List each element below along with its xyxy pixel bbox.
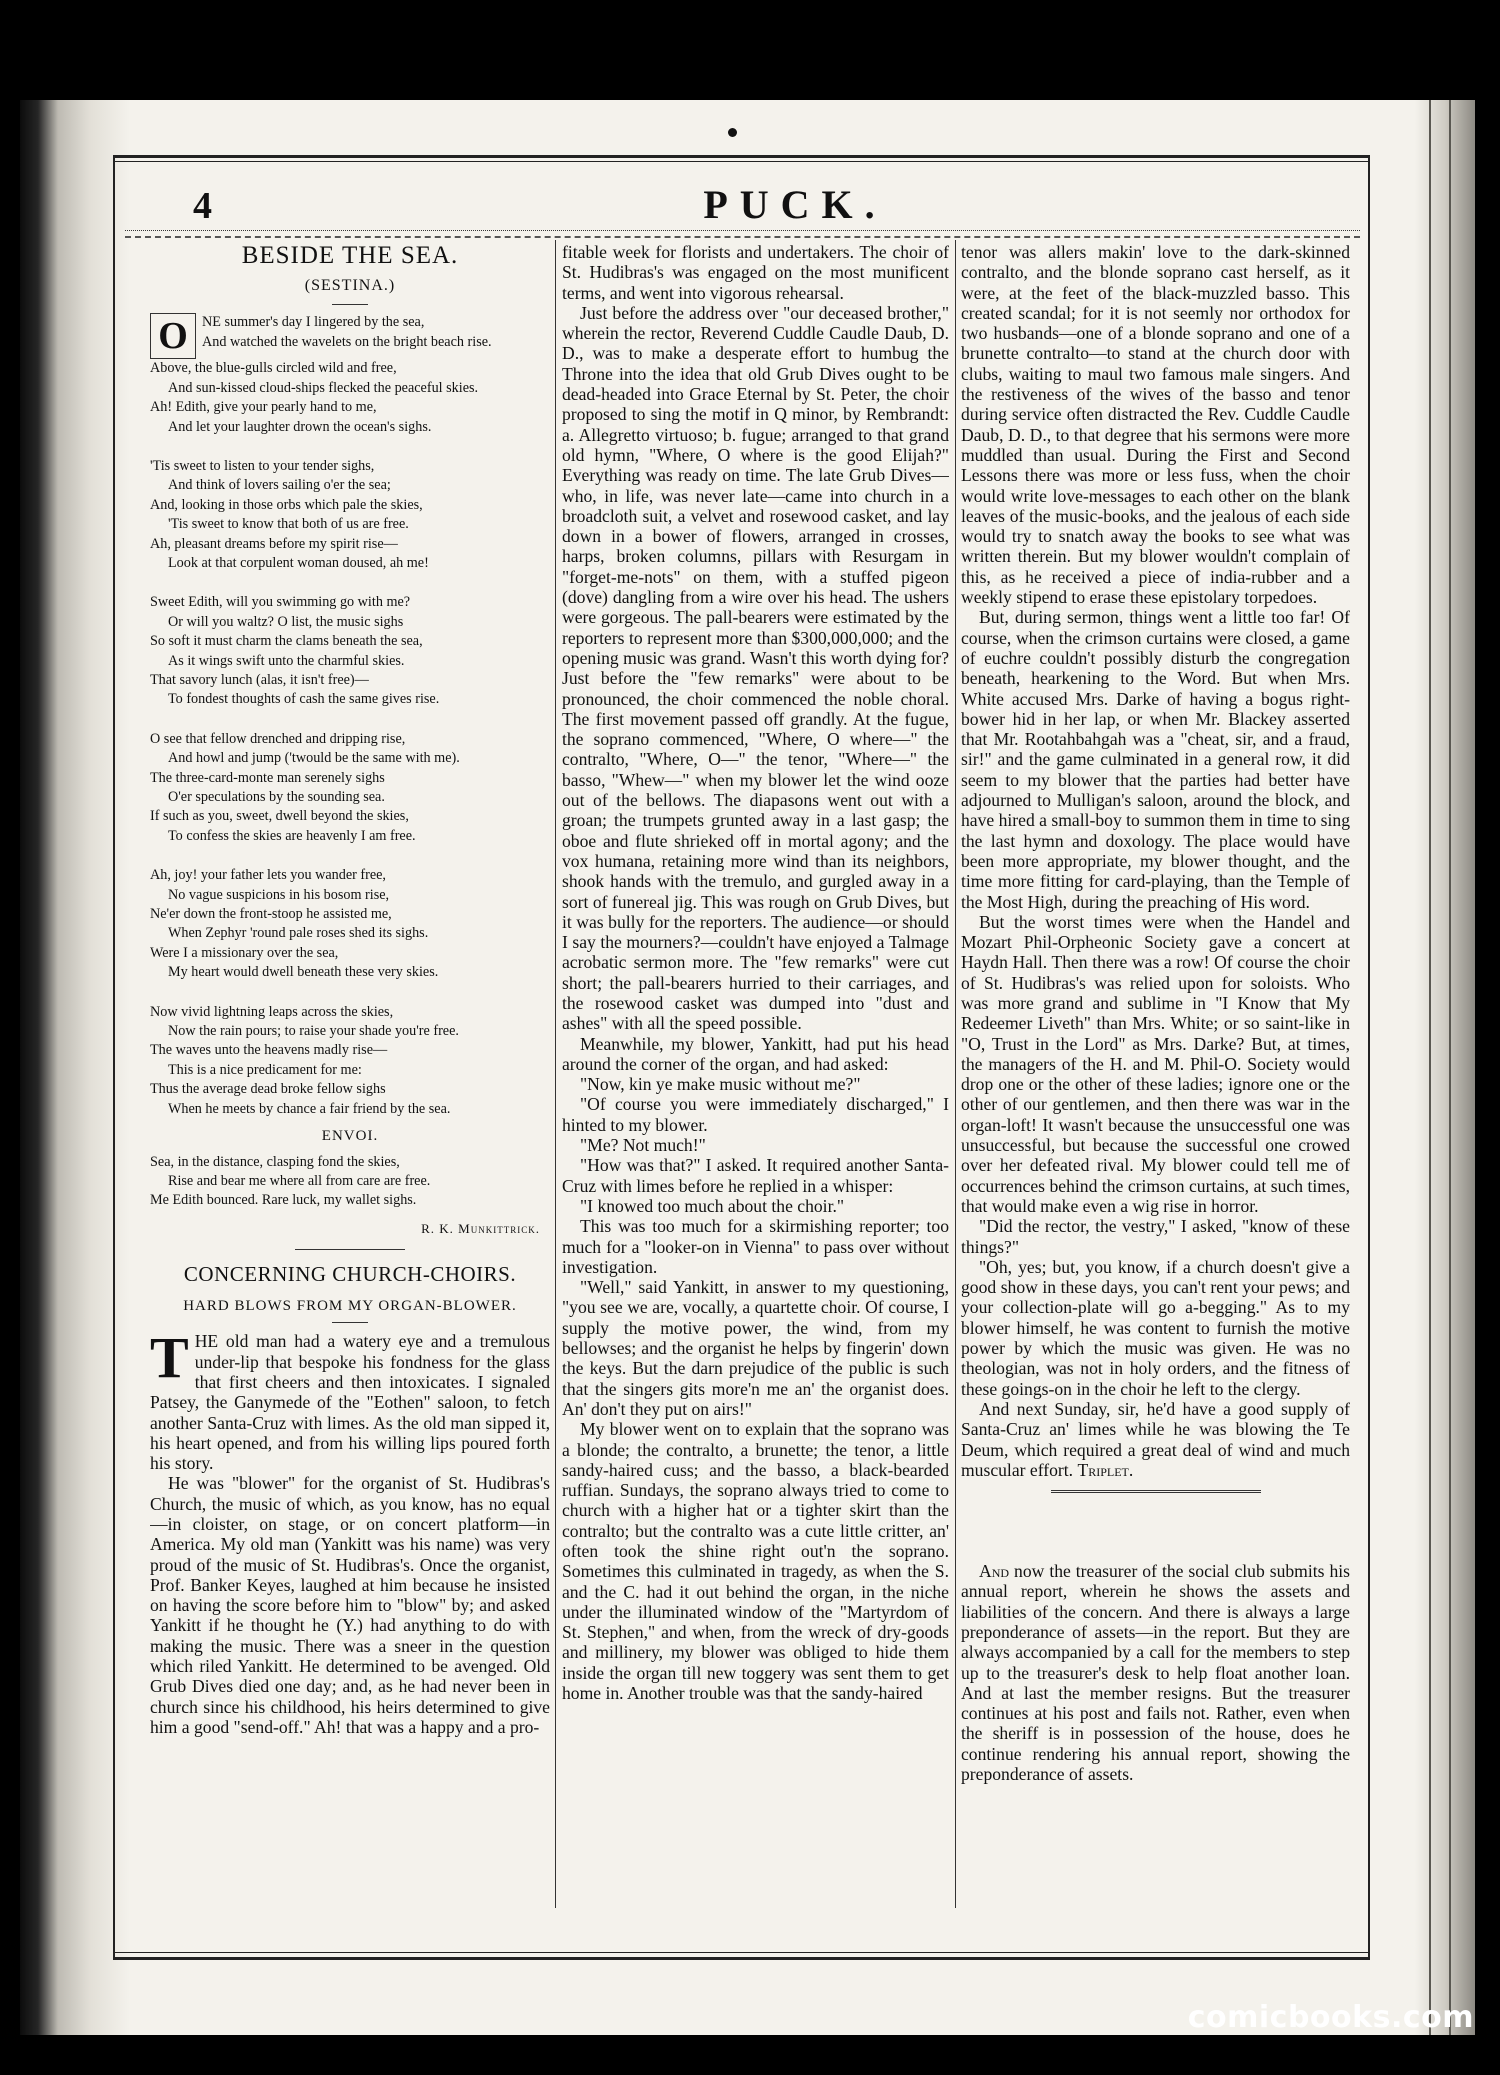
poem-line: Or will you waltz? O list, the music sighs	[168, 613, 404, 630]
page-number: 4	[193, 185, 212, 227]
article-paragraph: Just before the address over "our deceased brother," wherein the rector, Reverend Cuddle Caudle Daub, D. D., was to make a desperate effort to humbug the Throne into the idea that old Grub Dives ought to be dead-headed into Grace Eternal by St. Peter, the choir proposed to sing the motif in Q minor, by Rembrandt: a. Allegretto virtuoso; b. fugue; arranged to that grand old hymn, "Where, O where is the good Elijah?" Everything was ready on time. The late Grub Dives—who, in life, was never late—came into church in a broadcloth suit, a velvet and rosewood casket, and lay down in a bower of flowers, arranged in crosses, harps, broken columns, pillars with Resurgam in "forget-me-nots" on them, with a stuffed pigeon (dove) dangling from a wire over his head. The ushers were gorgeous. The pall-bearers were estimated by the reporters to represent more than $300,000,000; and the opening music was grand. Wasn't this worth dying for? Just before the "few remarks" were about to be pronounced, the choir commenced the noble choral. The first movement passed off grandly. At the fugue, the soprano commenced, "Where, O where—" the contralto, "Where, O—" the tenor, "Where—" the basso, "Whew—" when my blower let the wind ooze out of the bellows. The diapasons went out with a groan; the trumpets grunted away in a last gasp; the oboe and flute shrieked off in mortal agony; and the vox humana, retaining more wind than its neighbors, shook hands with the tremulo, and gurgled away in a sort of funereal jig. This was rough on Grub Dives, but it was bully for the reporters. The audience—or should I say the mourners?—couldn't have enjoyed a Talmage acrobatic sermon more. The "few remarks" were cut short; the pall-bearers hurried to their carriages, and the rosewood casket was dumped into "dust and ashes" with all the speed possible.	[562, 302, 949, 1034]
column-2	[562, 242, 949, 1703]
poem-line: No vague suspicions in his bosom rise,	[168, 886, 390, 903]
stanza	[150, 866, 550, 982]
stanza	[150, 593, 550, 709]
article-paragraph: tenor was allers makin' love to the dark-skinned contralto, and the blonde soprano cast herself, as it were, at the feet of the black-muzzled basso. This created scandal; for it is not seemly nor orthodox for two husbands—one of a blonde soprano and one of a brunette contralto—to stand at the church door with clubs, waiting to maul two famous male singers. And the restiveness of the wives of the basso and tenor during service often distracted the Rev. Cuddle Caudle Daub, D. D., to that degree that his sermons were more muddled than usual. During the First and Second Lessons there was more or less fuss, when the choir would write love-messages to each other on the blank leaves of the music-books, and the jealous of each side would try to snatch away the books to see what was written therein. But my blower wouldn't complain of this, as he received a piece of india-rubber and a weekly stipend to erase these epistolary torpedoes.	[961, 242, 1350, 608]
poem-line: Thus the average dead broke fellow sighs	[150, 1081, 386, 1098]
envoi-title: ENVOI.	[321, 1128, 379, 1145]
article-paragraph: "Of course you were immediately discharged," I hinted to my blower.	[562, 1094, 949, 1135]
column-3	[961, 242, 1350, 1784]
item-lead: And	[979, 1561, 1010, 1582]
poem-line: And sun-kissed cloud-ships flecked the peaceful skies.	[168, 379, 479, 396]
article-paragraph: "Well," said Yankitt, in answer to my questioning, "you see we are, vocally, a quartette choir. Of course, I supply the motive power, the wind, from my bellowses; and the organist he helps by fingerin' down the keys. But the darn prejudice of the public is such that the singers gits more'n me an' the organist does. An' don't they put on airs!"	[562, 1277, 949, 1419]
poem-line: Look at that corpulent woman doused, ah me!	[168, 554, 429, 571]
column-divider	[555, 240, 556, 1908]
article-text: HE old man had a watery eye and a tremulous under-lip that bespoke his fondness for the glass that first cheers and then intoxicates. I signaled Patsey, the Ganymede of the "Eothen" saloon, to fetch another Santa-Cruz with limes. As the old man sipped it, his heart opened, and from his willing lips poured forth his story.	[150, 1331, 550, 1474]
poem-line: Ah, pleasant dreams before my spirit rise—	[150, 535, 398, 552]
poem-line: Were I a missionary over the sea,	[150, 944, 339, 961]
masthead: PUCK.	[703, 182, 887, 227]
poem-line: This is a nice predicament for me:	[168, 1061, 362, 1078]
poem-body	[150, 313, 550, 1210]
article-paragraph: "Now, kin ye make music without me?"	[580, 1074, 861, 1095]
poem-line: Now the rain pours; to raise your shade you're free.	[168, 1023, 459, 1040]
poem-line: Ne'er down the front-stoop he assisted me,	[150, 906, 392, 923]
article-paragraph: This was too much for a skirmishing reporter; too much for a "looker-on in Vienna" to pass over without investigation.	[562, 1216, 949, 1277]
poem-line: And let your laughter drown the ocean's sighs.	[168, 418, 432, 435]
poem-line: Sweet Edith, will you swimming go with me?	[150, 594, 411, 611]
article-paragraph: "Oh, yes; but, you know, if a church doesn't give a good show in these days, you can't rent your pews; and your collection-plate will go a-begging." As to my blower himself, he was content to furnish the motive power by which the music was given. He was no theologian, was not in holy orders, and the fitness of these goings-on in the choir he left to the clergy.	[961, 1256, 1350, 1399]
item-text: now the treasurer of the social club submits his annual report, wherein he shows the assets and liabilities of the concern. And there is always a large preponderance of assets—in the report. But they are always accompanied by a call for the members to step up to the treasurer's desk to help float another loan. And at last the member resigns. But the treasurer continues at his post and fails not. Rather, even when the sheriff is in possession of the house, does he continue rendering his annual report, showing the preponderance of assets.	[961, 1561, 1350, 1785]
poem-line: 'Tis sweet to listen to your tender sighs,	[150, 457, 375, 474]
poem-line: That savory lunch (alas, it isn't free)—	[150, 671, 369, 688]
article-text: And next Sunday, sir, he'd have a good supply of Santa-Cruz an' limes while he was blowing the Te Deum, which required a great deal of wind and much muscular effort.	[961, 1398, 1350, 1480]
article-subtitle: HARD BLOWS FROM MY ORGAN-BLOWER.	[183, 1298, 517, 1315]
poem-line: If such as you, sweet, dwell beyond the skies,	[150, 808, 409, 825]
poem-line: And, looking in those orbs which pale the skies,	[150, 496, 423, 513]
poem-line: My heart would dwell beneath these very skies.	[168, 964, 439, 981]
article-paragraph: "Me? Not much!"	[580, 1135, 706, 1156]
poem-line: Above, the blue-gulls circled wild and free,	[150, 360, 397, 377]
article-dropcap: T	[150, 1325, 189, 1391]
stanza	[150, 457, 550, 573]
poem-dropcap: O	[150, 313, 196, 359]
article-paragraph: "How was that?" I asked. It required another Santa-Cruz with limes before he replied in a whisper:	[562, 1155, 949, 1196]
title-rule	[332, 1322, 368, 1323]
article-signature: Triplet.	[1077, 1459, 1134, 1480]
article-paragraph: But, during sermon, things went a little too far! Of course, when the crimson curtains were closed, a game of euchre couldn't possibly disturb the congregation beneath, hearkening to the Word. But when Mrs. White accused Mrs. Darke of having a bogus right-bower hid in her lap, or when Mr. Blackey asserted that Mr. Rootahbahgah was a "cheat, sir, and a fraud, sir!" and the game culminated in a general row, it did seem to my blower that the parties had better have adjourned to Mulligan's saloon, around the block, and have hired a small-boy to summon them in time to sing the last hymn and doxology. The place would have been more appropriate, my blower thought, and the time more fitting for card-playing, than the Temple of the Most High, during the preaching of His word.	[961, 607, 1350, 912]
poem-line: The waves unto the heavens madly rise—	[150, 1042, 388, 1059]
poem-line: Me Edith bounced. Rare luck, my wallet sighs.	[150, 1192, 417, 1209]
poem-line: NE summer's day I lingered by the sea,	[202, 314, 425, 331]
poem-line: When Zephyr 'round pale roses shed its sighs.	[168, 925, 429, 942]
header-rule-dashed	[125, 236, 1360, 238]
page-edge	[1415, 100, 1475, 2035]
header-dot	[728, 128, 737, 137]
column-1	[150, 242, 550, 1737]
poem-line: Sea, in the distance, clasping fond the skies,	[150, 1153, 400, 1170]
header-rule	[125, 230, 1360, 231]
poem-line: So soft it must charm the clams beneath the sea,	[150, 633, 423, 650]
poem-title: BESIDE THE SEA.	[241, 242, 459, 269]
watermark: comicbooks.com	[1187, 2000, 1474, 2035]
poem-line: Now vivid lightning leaps across the skies,	[150, 1003, 394, 1020]
stanza	[150, 1003, 550, 1119]
article-paragraph: fitable week for florists and undertakers. The choir of St. Hudibras's was engaged on the most munificent terms, and went into vigorous rehearsal.	[562, 242, 949, 303]
poem-line: And watched the wavelets on the bright beach rise.	[202, 333, 492, 350]
poem-line: And howl and jump ('twould be the same with me).	[168, 750, 460, 767]
article-paragraph: But the worst times were when the Handel and Mozart Phil-Orpheonic Society gave a concert at Haydn Hall. Then there was a row! Of course the choir of St. Hudibras's was relied upon for soloists. Who was more grand and sublime in "I Know that My Redeemer Liveth" than Mrs. White; or so saint-like in "O, Trust in the Lord" as Mrs. Darke? But, at times, the managers of the H. and M. Phil-O. Society would drop one or the other of these ladies; ignore one or the other of our gentlemen, and then there was war in the organ-loft! It wasn't because the unsuccessful one was unsuccessful, but because the successful one crowed over her defeated rival. My blower could tell me of occurrences behind the crimson curtains, at such times, that would make even a wig rise in horror.	[961, 911, 1350, 1216]
article-paragraph: He was "blower" for the organist of St. Hudibras's Church, the music of which, as you know, has no equal—in cloister, on stage, or on concert platform—in America. My old man (Yankitt was his name) was very proud of the music of St. Hudibras's. Once the organist, Prof. Banker Keyes, laughed at him because he insisted on having the score before him to "blow" by; and asked Yankitt if he thought he (Y.) had anything to do with making the music. There was a sneer in the question which riled Yankitt. He determined to be avenged. Old Grub Dives died one day; and, as he had never been in church since his childhood, his heirs determined to give him a good "send-off." Ah! that was a happy and a pro-	[150, 1473, 550, 1737]
stanza	[150, 313, 550, 437]
article-title: CONCERNING CHURCH-CHOIRS.	[183, 1262, 517, 1287]
poem-line: O see that fellow drenched and dripping rise,	[150, 730, 406, 747]
poem-line: Rise and bear me where all from care are free.	[168, 1172, 431, 1189]
poem-author: R. K. Munkittrick.	[421, 1220, 540, 1236]
column-divider	[955, 240, 956, 1908]
item-paragraph	[961, 1561, 1350, 1784]
stanza	[150, 730, 550, 846]
article-paragraph: "I knowed too much about the choir."	[580, 1195, 845, 1216]
title-rule	[332, 304, 368, 305]
poem-line: O'er speculations by the sounding sea.	[168, 789, 385, 806]
article-paragraph: Meanwhile, my blower, Yankitt, had put his head around the corner of the organ, and had asked:	[562, 1033, 949, 1074]
article-paragraph: "Did the rector, the vestry," I asked, "know of these things?"	[961, 1216, 1350, 1257]
poem-line: 'Tis sweet to know that both of us are free.	[168, 516, 409, 533]
section-rule	[295, 1249, 405, 1250]
poem-line: Ah, joy! your father lets you wander free,	[150, 867, 386, 884]
poem-line: Ah! Edith, give your pearly hand to me,	[150, 399, 377, 416]
poem-line: To fondest thoughts of cash the same gives rise.	[168, 691, 440, 708]
poem-line: When he meets by chance a fair friend by the sea.	[168, 1100, 451, 1117]
poem-line: And think of lovers sailing o'er the sea;	[168, 477, 391, 494]
poem-line: As it wings swift unto the charmful skies.	[168, 652, 405, 669]
article-paragraph	[961, 1399, 1350, 1480]
article-paragraph	[150, 1325, 550, 1474]
poem-subtitle: (SESTINA.)	[304, 277, 396, 294]
envoi	[150, 1153, 550, 1211]
poem-line: To confess the skies are heavenly I am free.	[168, 827, 416, 844]
article-paragraph: My blower went on to explain that the soprano was a blonde; the contralto, a brunette; the tenor, a little sandy-haired cuss; and the basso, a black-bearded ruffian. Sundays, the soprano always tried to come to church with a higher hat or a tighter skirt than the contralto; but the contralto was a cute little critter, an' often took the shine right out'n the soprano. Sometimes this culminated in tragedy, as when the S. and the C. had it out behind the organ, in the niche under the illuminated window of the "Martyrdom of St. Stephen," and when, from the wreck of dry-goods and millinery, my blower was obliged to hide them inside the organ till new toggery was sent them to get home in. Another trouble was that the sandy-haired	[562, 1419, 949, 1704]
section-rule	[1051, 1490, 1261, 1495]
poem-line: The three-card-monte man serenely sighs	[150, 769, 385, 786]
